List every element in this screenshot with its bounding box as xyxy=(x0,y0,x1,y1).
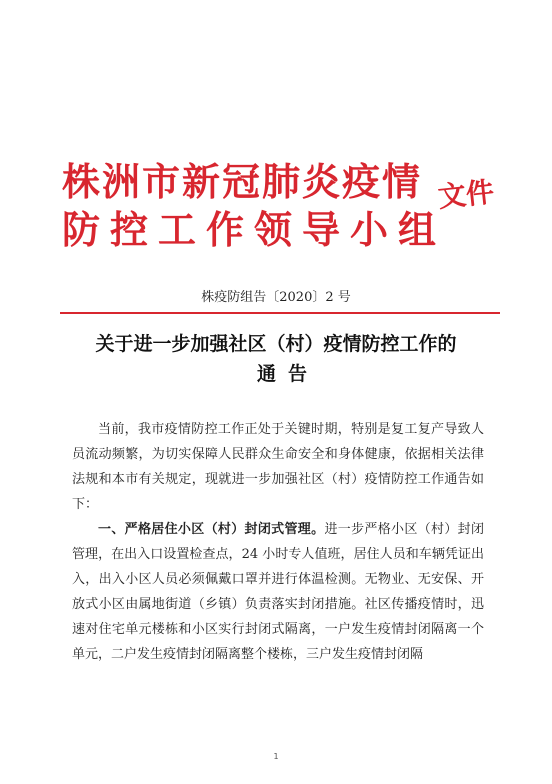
red-divider-line xyxy=(60,312,500,314)
section-1-text: 进一步严格小区（村）封闭管理，在出入口设置检查点，24 小时专人值班，居住人员和车辆凭证出入，出入小区人员必须佩戴口罩并进行体温检测。无物业、无安保、开放式小区由属地街道（乡镇）负责落实封闭措施。社区传播疫情时，迅速对住宅单元楼栋和小区实行封闭式隔离，一户发生疫情封闭隔离一个单元，二户发生疫情封闭隔离整个楼栋，三户发生疫情封闭隔 xyxy=(72,522,484,662)
intro-paragraph: 当前，我市疫情防控工作正处于关键时期，特别是复工复产导致人员流动频繁，为切实保障人民群众生命安全和身体健康，依据相关法律法规和本市有关规定，现就进一步加强社区（村）疫情防控工作通告如下： xyxy=(72,422,484,512)
notice-title-line-1: 关于进一步加强社区（村）疫情防控工作的 xyxy=(95,333,457,355)
section-1-paragraph xyxy=(72,517,484,667)
notice-title-line-2: 通告 xyxy=(256,363,319,385)
header-line-1: 株洲市新冠肺炎疫情 xyxy=(62,159,423,204)
section-1-heading: 一、严格居住小区（村）封闭式管理。 xyxy=(98,522,325,537)
header-line-2: 防控工作领导小组 xyxy=(62,207,447,252)
header-suffix: 文件 xyxy=(436,175,496,214)
notice-body xyxy=(72,417,484,667)
page-number: 1 xyxy=(273,752,279,761)
issuing-authority-header xyxy=(62,150,502,260)
document-number: 株疫防组告〔2020〕2 号 xyxy=(201,290,351,305)
